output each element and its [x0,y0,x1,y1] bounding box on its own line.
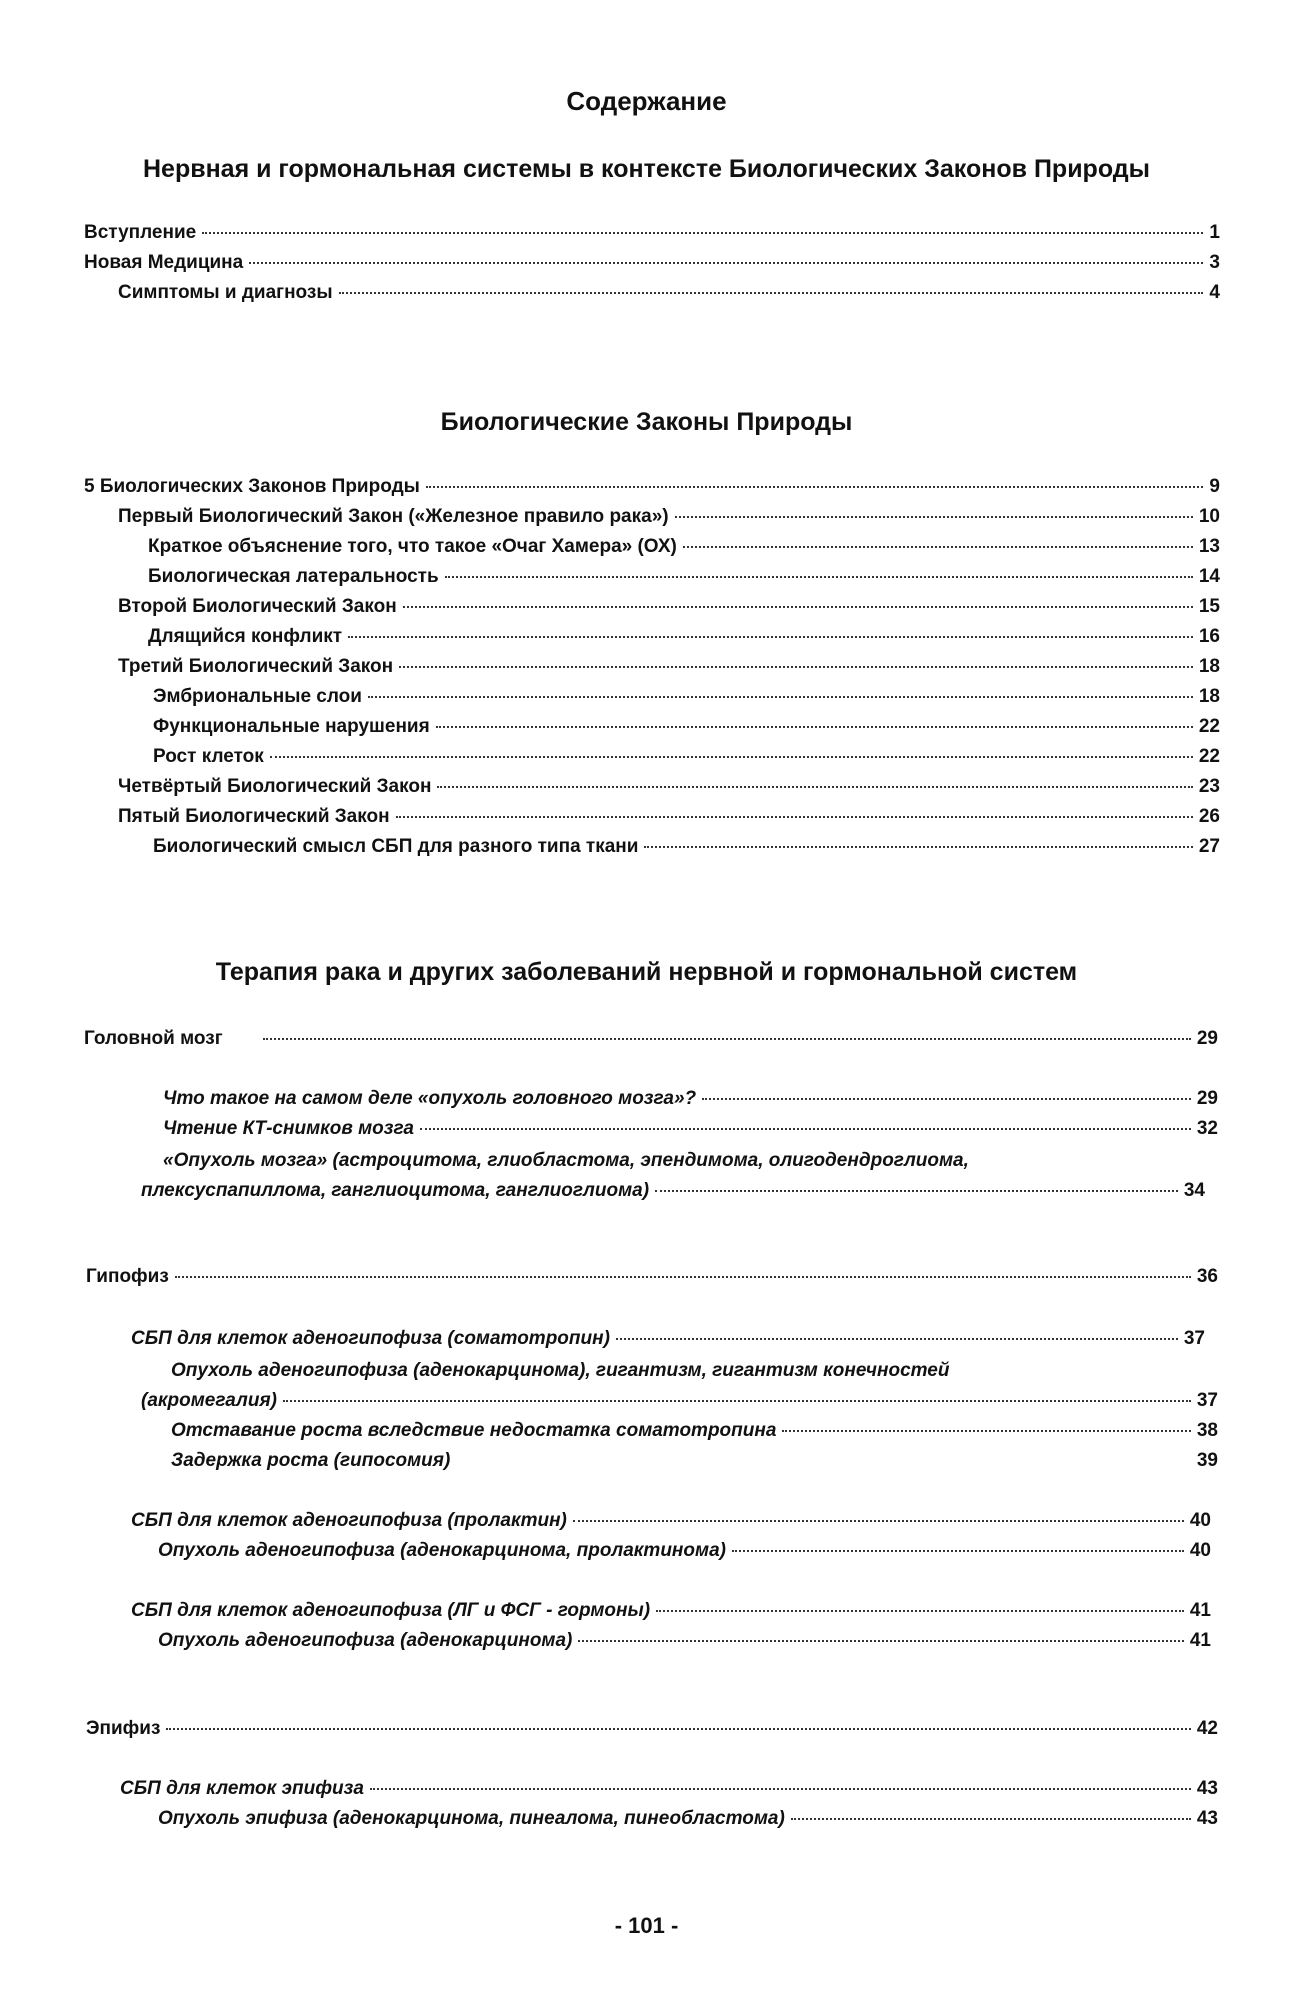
toc-entry[interactable] [163,1088,1218,1118]
dot-leader [683,546,1193,548]
toc-label: Чтение КТ-снимков мозга [163,1118,414,1139]
toc-entry[interactable] [163,1118,1218,1148]
toc-label: Второй Биологический Закон [118,596,397,617]
dot-leader [420,1128,1191,1130]
toc-label: СБП для клеток аденогипофиза (ЛГ и ФСГ - гормоны) [131,1600,651,1621]
toc-page: 41 [1189,1630,1211,1651]
page-title: Содержание [566,86,727,116]
toc-label: Задержка роста (гипосомия) [171,1450,451,1471]
dot-leader [791,1818,1191,1820]
dot-leader [175,1276,1191,1278]
toc-page: 37 [1183,1328,1205,1349]
toc-entry[interactable] [86,1266,1218,1296]
toc-entry[interactable] [148,566,1220,596]
toc-label: Отставание роста вследствие недостатка соматотропина [171,1420,777,1441]
toc-label: (акромегалия) [141,1390,277,1411]
toc-page: 26 [1198,806,1220,827]
toc-entry[interactable] [153,836,1220,866]
toc-page: 1 [1209,222,1220,243]
toc-label: Пятый Биологический Закон [118,806,390,827]
toc-entry[interactable] [131,1510,1211,1540]
toc-label: Биологическая латеральность [148,566,439,587]
toc-label: Четвёртый Биологический Закон [118,776,432,797]
toc-label: Эмбриональные слои [153,686,362,707]
toc-label: Головной мозг [84,1028,223,1049]
dot-leader [578,1640,1183,1642]
toc-entry[interactable] [118,776,1220,806]
dot-leader [249,262,1203,264]
dot-leader [403,606,1193,608]
toc-page: 34 [1183,1180,1205,1201]
toc-page: 9 [1209,476,1220,497]
toc-label: Вступление [84,222,197,243]
dot-leader [426,486,1204,488]
dot-leader [656,1610,1184,1612]
toc-entry[interactable] [153,686,1220,716]
toc-label: Функциональные нарушения [153,716,430,737]
toc-page: 36 [1196,1266,1218,1287]
toc-label: Эпифиз [86,1718,161,1739]
toc-label: Симптомы и диагнозы [118,282,333,303]
dot-leader [283,1400,1191,1402]
toc-entry[interactable] [118,596,1220,626]
toc-label: Новая Медицина [84,252,244,273]
toc-label: Рост клеток [153,746,264,767]
dot-leader [270,756,1193,758]
toc-entry[interactable] [158,1630,1211,1660]
toc-page: 42 [1196,1718,1218,1739]
toc-page: 39 [1196,1450,1218,1471]
dot-leader [166,1728,1190,1730]
toc-page: 18 [1198,656,1220,677]
toc-entry[interactable] [158,1808,1218,1838]
toc-entry[interactable] [86,1718,1218,1748]
dot-leader [370,1788,1191,1790]
toc-page: 27 [1198,836,1220,857]
dot-leader [437,786,1192,788]
toc-label-wrap[interactable]: Опухоль аденогипофиза (аденокарцинома), гигантизм, гигантизм конечностей [171,1360,950,1381]
toc-entry[interactable] [153,716,1220,746]
section-heading-2: Биологические Законы Природы [440,408,853,436]
toc-page: 23 [1198,776,1220,797]
toc-entry[interactable] [84,1028,1218,1058]
toc-page: 3 [1209,252,1220,273]
toc-label: Длящийся конфликт [148,626,343,647]
dot-leader [399,666,1193,668]
toc-label: Опухоль эпифиза (аденокарцинома, пинеалома, пинеобластома) [158,1808,785,1829]
dot-leader [368,696,1193,698]
toc-page: 16 [1198,626,1220,647]
toc-entry[interactable] [131,1328,1205,1358]
dot-leader [655,1190,1178,1192]
toc-page: 40 [1189,1510,1211,1531]
page-number: - 101 - [614,1913,679,1938]
toc-page: 22 [1198,716,1220,737]
toc-label: СБП для клеток аденогипофиза (соматотропин) [131,1328,610,1349]
toc-page: 41 [1189,1600,1211,1621]
toc-entry[interactable] [171,1450,1218,1480]
toc-page: 18 [1198,686,1220,707]
toc-entry[interactable] [118,806,1220,836]
toc-entry[interactable] [158,1540,1211,1570]
toc-entry[interactable] [131,1600,1211,1630]
toc-label: Опухоль аденогипофиза (аденокарцинома) [158,1630,573,1651]
toc-page: 43 [1196,1808,1218,1829]
toc-label: плексуспапиллома, ганглиоцитома, ганглиоглиома) [141,1180,650,1201]
dot-leader [782,1430,1190,1432]
toc-entry[interactable] [120,1778,1218,1808]
dot-leader [732,1550,1184,1552]
toc-label-wrap[interactable]: «Опухоль мозга» (астроцитома, глиобластома, эпендимома, олигодендроглиома, [163,1150,969,1171]
toc-entry[interactable] [118,282,1220,312]
toc-label: Опухоль аденогипофиза (аденокарцинома, пролактинома) [158,1540,726,1561]
toc-page: 29 [1196,1088,1218,1109]
dot-leader [573,1520,1184,1522]
dot-leader [445,576,1193,578]
toc-label: Первый Биологический Закон («Железное правило рака») [118,506,669,527]
toc-page: 40 [1189,1540,1211,1561]
dot-leader [396,816,1193,818]
toc-page: 15 [1198,596,1220,617]
toc-page: 4 [1209,282,1220,303]
toc-label: СБП для клеток аденогипофиза (пролактин) [131,1510,567,1531]
dot-leader [675,516,1193,518]
toc-page: 10 [1198,506,1220,527]
toc-entry[interactable] [118,506,1220,536]
toc-page: 14 [1198,566,1220,587]
toc-page: 38 [1196,1420,1218,1441]
toc-entry[interactable] [148,536,1220,566]
toc-entry[interactable] [84,222,1220,252]
dot-leader [348,636,1193,638]
dot-leader [616,1338,1178,1340]
toc-page: 43 [1196,1778,1218,1799]
toc-page: 29 [1196,1028,1218,1049]
toc-label: Краткое объяснение того, что такое «Очаг Хамера» (ОХ) [148,536,677,557]
toc-entry[interactable] [84,252,1220,282]
toc-entry[interactable] [141,1180,1205,1210]
toc-label: Что такое на самом деле «опухоль головного мозга»? [163,1088,697,1109]
toc-label: Биологический смысл СБП для разного типа ткани [153,836,639,857]
toc-page: 32 [1196,1118,1218,1139]
dot-leader [436,726,1193,728]
section-heading-1: Нервная и гормональная системы в контексте Биологических Законов Природы [142,155,1150,183]
toc-page: 13 [1198,536,1220,557]
dot-leader [702,1098,1191,1100]
dot-leader [339,292,1204,294]
toc-entry[interactable] [153,746,1220,776]
toc-page: 37 [1196,1390,1218,1411]
section-heading-3: Терапия рака и других заболеваний нервной и гормональной систем [215,958,1078,986]
dot-leader [202,232,1203,234]
dot-leader [644,846,1192,848]
dot-leader [263,1038,1191,1040]
toc-label: 5 Биологических Законов Природы [84,476,420,497]
toc-label: Гипофиз [86,1266,169,1287]
toc-entry[interactable] [84,476,1220,506]
toc-label: Третий Биологический Закон [118,656,394,677]
toc-entry[interactable] [118,656,1220,686]
toc-entry[interactable] [171,1420,1218,1450]
toc-entry[interactable] [148,626,1220,656]
toc-page: 22 [1198,746,1220,767]
toc-entry[interactable] [141,1390,1218,1420]
toc-label: СБП для клеток эпифиза [120,1778,364,1799]
